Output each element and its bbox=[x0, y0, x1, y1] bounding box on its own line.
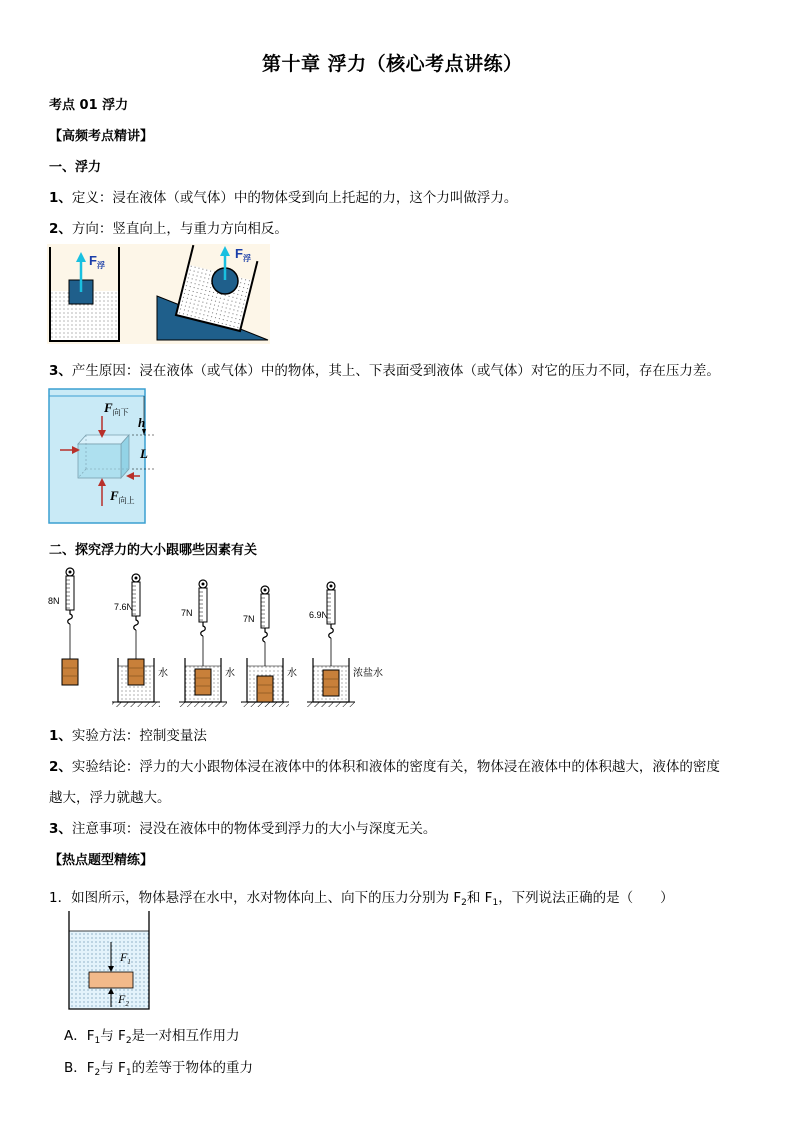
experiment-setup bbox=[241, 586, 297, 707]
subscript: 1 bbox=[125, 1068, 132, 1078]
subscript: 2 bbox=[461, 898, 467, 908]
subscript: 2 bbox=[94, 1068, 101, 1078]
experiment-setup bbox=[307, 582, 383, 707]
item-number: 3、 bbox=[49, 363, 72, 379]
item-text: 实验结论：浮力的大小跟物体浸在液体中的体积和液体的密度有关，物体浸在液体中的体积越大，液体的密度 bbox=[71, 759, 720, 775]
stem-part: 1．如图所示，物体悬浮在水中，水对物体向上、向下的压力分别为 F bbox=[49, 890, 462, 906]
subheading-buoyancy: 一、浮力 bbox=[49, 160, 102, 175]
stem-part: ，下列说法正确的是（ ） bbox=[498, 890, 674, 906]
buoyancy-label-2: $F_浮$ bbox=[235, 246, 251, 263]
notice-paragraph bbox=[49, 817, 436, 837]
item-text: 方向：竖直向上，与重力方向相反。 bbox=[71, 221, 288, 237]
option-a[interactable] bbox=[64, 1024, 240, 1046]
buoyancy-direction-figure bbox=[47, 244, 270, 344]
item-text: 产生原因：浸在液体（或气体）中的物体，其上、下表面受到液体（或气体）对它的压力不同，存在压力差。 bbox=[71, 363, 720, 379]
conclusion-paragraph bbox=[49, 755, 720, 775]
subheading-experiment: 二、探究浮力的大小跟哪些因素有关 bbox=[49, 543, 258, 558]
item-number: 2、 bbox=[49, 221, 72, 237]
depth-h-label: h bbox=[138, 415, 146, 430]
method-paragraph bbox=[49, 724, 207, 744]
cause-paragraph bbox=[49, 359, 720, 379]
section-heading-jinglian: 【热点题型精练】 bbox=[49, 853, 154, 868]
question-1-stem bbox=[49, 886, 674, 908]
suspended-block-figure bbox=[67, 909, 151, 1011]
subscript: 1 bbox=[94, 1036, 101, 1046]
option-b[interactable] bbox=[64, 1056, 253, 1078]
option-part: B．F bbox=[64, 1060, 95, 1076]
item-number: 3、 bbox=[49, 821, 72, 837]
subscript: 2 bbox=[125, 1036, 132, 1046]
direction-paragraph bbox=[49, 217, 288, 237]
scale-reading: 8N bbox=[48, 596, 60, 606]
length-L-label: L bbox=[140, 446, 148, 461]
option-part: 与 F bbox=[100, 1060, 126, 1076]
scale-reading: 7N bbox=[243, 614, 255, 624]
option-part: 是一对相互作用力 bbox=[131, 1028, 240, 1044]
liquid-label: 水 bbox=[287, 668, 297, 679]
buoyancy-label: $F_浮$ bbox=[89, 253, 105, 270]
liquid-label: 水 bbox=[225, 668, 235, 679]
scale-reading: 6.9N bbox=[309, 610, 329, 620]
section-heading-jingjiang: 【高频考点精讲】 bbox=[49, 129, 154, 144]
f2-label: $F_2$ bbox=[118, 992, 129, 1008]
scale-reading: 7.6N bbox=[114, 602, 134, 612]
item-number: 1、 bbox=[49, 190, 72, 206]
item-text: 实验方法：控制变量法 bbox=[71, 728, 207, 744]
definition-paragraph bbox=[49, 186, 517, 206]
experiment-setup bbox=[48, 568, 82, 705]
f1-label: $F_1$ bbox=[120, 950, 131, 966]
item-number: 2、 bbox=[49, 759, 72, 775]
liquid-label: 水 bbox=[158, 668, 168, 679]
item-text: 定义：浸在液体（或气体）中的物体受到向上托起的力，这个力叫做浮力。 bbox=[71, 190, 518, 206]
experiment-setup bbox=[179, 580, 235, 707]
force-down-label: $F_{向下}$ bbox=[104, 400, 129, 417]
page-title: 第十章 浮力（核心考点讲练） bbox=[262, 53, 523, 75]
scale-reading: 7N bbox=[181, 608, 193, 618]
item-text: 注意事项：浸没在液体中的物体受到浮力的大小与深度无关。 bbox=[71, 821, 437, 837]
topic-heading: 考点 01 浮力 bbox=[49, 98, 129, 113]
pressure-difference-figure bbox=[48, 388, 146, 524]
conclusion-paragraph-cont: 越大，浮力就越大。 bbox=[49, 790, 171, 806]
subscript: 1 bbox=[492, 898, 499, 908]
liquid-label: 浓盐水 bbox=[353, 668, 383, 679]
option-part: 与 F bbox=[100, 1028, 126, 1044]
stem-part: 和 F bbox=[466, 890, 493, 906]
experiment-setup bbox=[112, 574, 168, 707]
experiment-figure bbox=[45, 566, 395, 716]
option-part: A．F bbox=[64, 1028, 95, 1044]
item-number: 1、 bbox=[49, 728, 72, 744]
force-up-label: $F_{向上}$ bbox=[110, 488, 135, 505]
option-part: 的差等于物体的重力 bbox=[131, 1060, 254, 1076]
